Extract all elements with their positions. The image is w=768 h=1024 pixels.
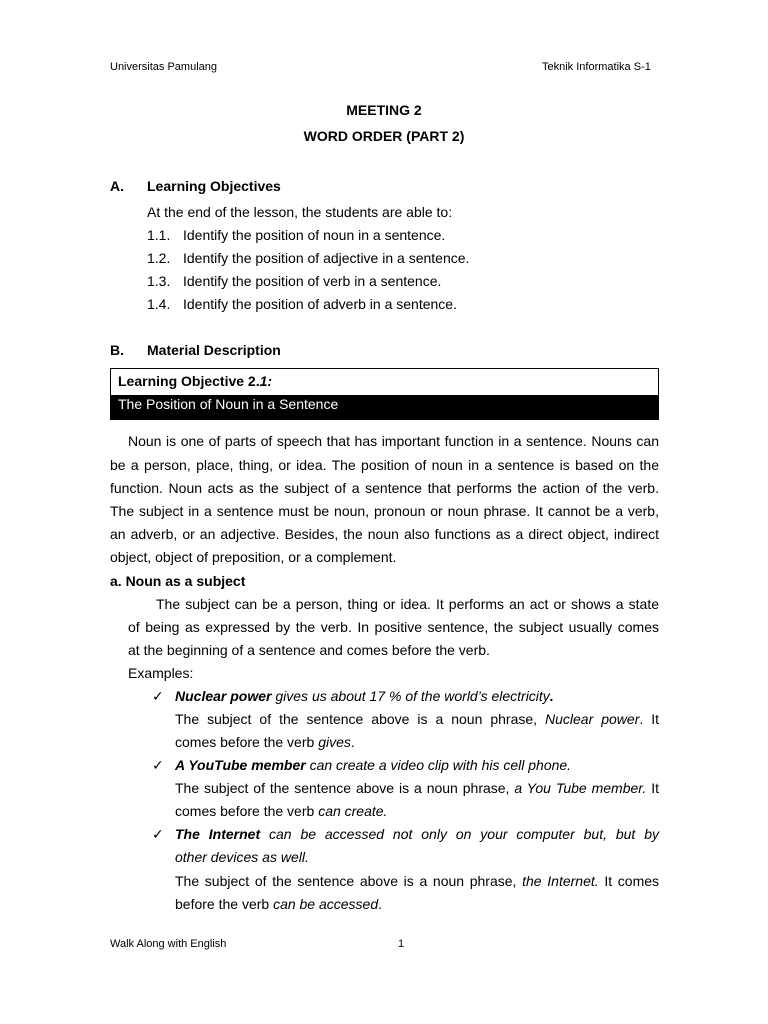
objective-number: 1.3.	[147, 273, 171, 289]
objective-number: 1.4.	[147, 296, 171, 312]
footer-left: Walk Along with English	[110, 938, 227, 950]
example-explanation	[175, 780, 659, 796]
paragraph-line: function. Noun acts as the subject of a sentence that performs the action of the verb.	[110, 480, 659, 496]
example-explanation	[175, 873, 659, 889]
paragraph-line: an adverb, or an adjective. Besides, the noun also functions as a direct object, indirect	[110, 526, 659, 542]
page-title: WORD ORDER (PART 2)	[303, 128, 465, 144]
explanation-subject: the Internet.	[522, 873, 599, 889]
objective-text: Identify the position of adverb in a sentence.	[183, 296, 457, 312]
example-sentence-continued: other devices as well.	[175, 849, 309, 865]
objectives-intro: At the end of the lesson, the students are able to:	[147, 204, 453, 220]
explanation-text: The subject of the sentence above is a noun phrase,	[175, 780, 515, 796]
learning-objective-label-text: Learning Objective 2.	[118, 373, 260, 389]
explanation-verb: gives	[318, 734, 351, 750]
example-sentence	[175, 826, 659, 842]
example-subject: Nuclear power	[175, 688, 272, 704]
example-predicate: gives us about 17 % of the world’s electricity	[271, 688, 550, 704]
objective-text: Identify the position of verb in a sentence.	[183, 273, 442, 289]
objective-text: Identify the position of noun in a sentence.	[183, 227, 446, 243]
explanation-text: comes before the verb	[175, 803, 319, 819]
example-subject: A YouTube member	[175, 757, 306, 773]
section-a-heading: Learning Objectives	[147, 178, 281, 194]
examples-label: Examples:	[128, 665, 194, 681]
checkmark-icon: ✓	[152, 826, 164, 842]
explanation-text: comes before the verb	[175, 734, 319, 750]
explanation-text: It	[646, 780, 659, 796]
paragraph-line: Noun is one of parts of speech that has important function in a sentence. Nouns can	[128, 433, 659, 449]
example-explanation	[175, 711, 659, 727]
example-sentence	[175, 688, 554, 704]
paragraph-line: The subject in a sentence must be noun, pronoun or noun phrase. It cannot be a verb,	[110, 503, 659, 519]
section-b-letter: B.	[110, 342, 124, 358]
learning-objective-label	[118, 369, 272, 393]
section-b-heading: Material Description	[147, 342, 281, 358]
example-subject: The Internet	[175, 826, 261, 842]
paragraph-line: be a person, place, thing, or idea. The position of noun in a sentence is based on the	[110, 457, 659, 473]
explanation-text: . It	[639, 711, 659, 727]
explanation-verb: can create.	[318, 803, 388, 819]
page-number: 1	[398, 938, 405, 950]
example-end: .	[549, 688, 554, 704]
learning-objective-box	[110, 368, 659, 420]
example-predicate: can create a video clip with his cell phone.	[305, 757, 572, 773]
example-sentence	[175, 757, 571, 773]
objective-number: 1.2.	[147, 250, 171, 266]
subject-paragraph-line: of being as expressed by the verb. In positive sentence, the subject usually comes	[128, 619, 659, 635]
example-explanation	[175, 803, 387, 819]
checkmark-icon: ✓	[152, 757, 164, 773]
paragraph-line: object, object of preposition, or a complement.	[110, 549, 397, 565]
example-explanation	[175, 734, 355, 750]
section-a-letter: A.	[110, 178, 124, 194]
example-predicate: can be accessed not only on your computer but, but by	[260, 826, 659, 842]
learning-objective-subtitle: The Position of Noun in a Sentence	[118, 396, 339, 412]
explanation-text: The subject of the sentence above is a noun phrase,	[175, 873, 523, 889]
subject-paragraph-line: The subject can be a person, thing or idea. It performs an act or shows a state	[156, 596, 659, 612]
explanation-text: .	[350, 734, 355, 750]
objective-text: Identify the position of adjective in a sentence.	[183, 250, 470, 266]
example-explanation	[175, 896, 382, 912]
subsection-a-heading: a. Noun as a subject	[110, 573, 246, 589]
explanation-text: before the verb	[175, 896, 274, 912]
learning-objective-subtitle-bar	[111, 395, 658, 420]
objective-number: 1.1.	[147, 227, 171, 243]
explanation-subject: Nuclear power	[545, 711, 640, 727]
header-right: Teknik Informatika S-1	[542, 61, 651, 73]
explanation-subject: a You Tube member.	[514, 780, 647, 796]
explanation-verb: can be accessed	[273, 896, 379, 912]
explanation-text: The subject of the sentence above is a noun phrase,	[175, 711, 546, 727]
meeting-title: MEETING 2	[346, 102, 422, 118]
subject-paragraph-line: at the beginning of a sentence and comes before the verb.	[128, 642, 490, 658]
learning-objective-label-number: 1:	[259, 373, 273, 389]
explanation-text: It comes	[598, 873, 660, 889]
header-left: Universitas Pamulang	[110, 61, 217, 73]
explanation-text: .	[378, 896, 383, 912]
checkmark-icon: ✓	[152, 688, 164, 704]
